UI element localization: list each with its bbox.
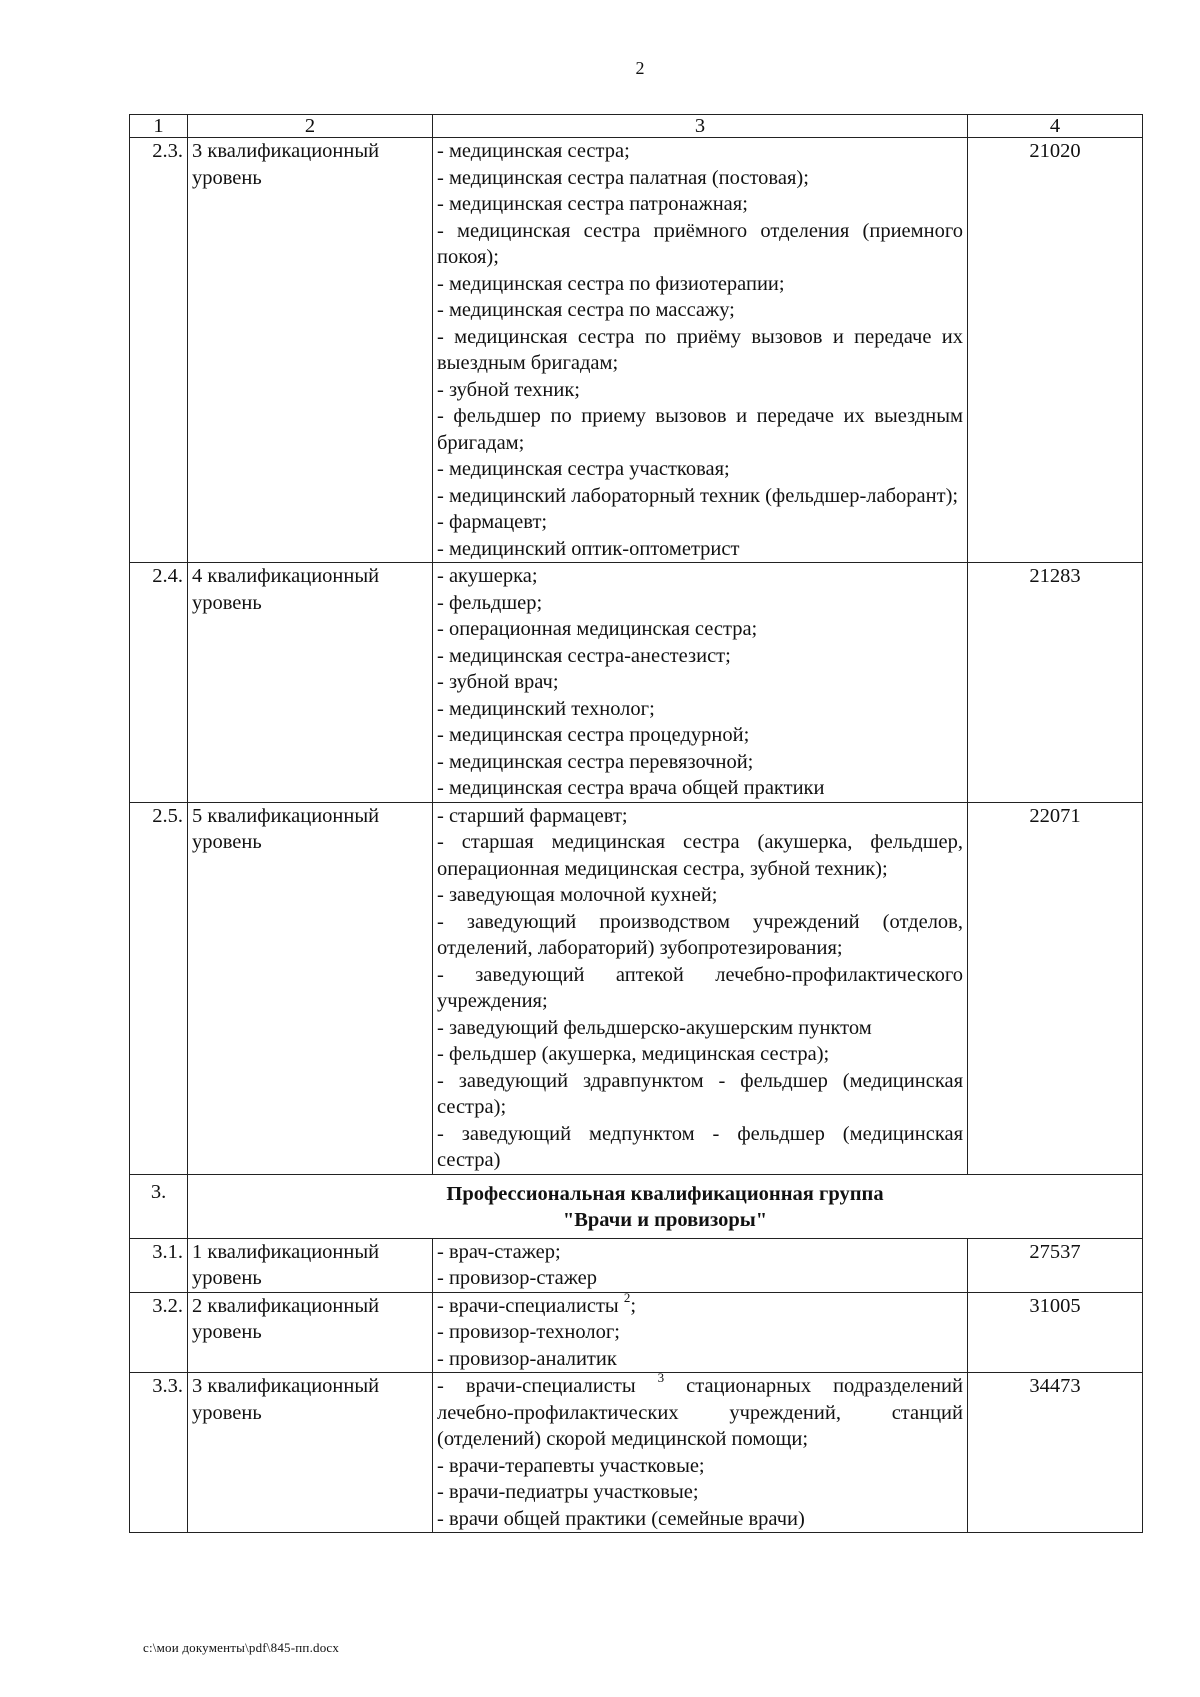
list-item: - медицинская сестра; bbox=[437, 140, 630, 162]
qualification-level: 2 квалификационный уровень bbox=[188, 1292, 433, 1373]
footer-file-path: c:\мои документы\pdf\845-пп.docx bbox=[143, 1640, 340, 1655]
header-cell-1: 1 bbox=[130, 115, 188, 138]
group-title bbox=[188, 1174, 1143, 1238]
list-item: - врачи-терапевты участковые; bbox=[437, 1454, 705, 1477]
header-cell-2: 2 bbox=[188, 115, 433, 138]
footnote-marker: 3 bbox=[657, 1370, 665, 1386]
list-item: - заведующий фельдшерско-акушерским пунктом bbox=[437, 1016, 872, 1039]
table-row bbox=[130, 563, 1143, 803]
list-item-tail: ; bbox=[630, 1294, 637, 1317]
list-item: - медицинская сестра патронажная; bbox=[437, 193, 748, 215]
list-item: - провизор-стажер bbox=[437, 1267, 598, 1289]
list-item: - заведующая молочной кухней; bbox=[437, 884, 718, 906]
group-title-line-2: "Врачи и провизоры" bbox=[562, 1209, 768, 1231]
page-number: 2 bbox=[635, 58, 645, 78]
row-number: 3.2. bbox=[130, 1292, 188, 1373]
list-item-text: - врачи-специалисты bbox=[437, 1294, 619, 1317]
positions-list bbox=[433, 1289, 968, 1373]
list-item: - заведующий производством учреждений (отделов, отделений, лабораторий) зубопротезирования; bbox=[437, 910, 963, 959]
list-item: - заведующий медпунктом - фельдшер (медицинская сестра) bbox=[437, 1122, 963, 1171]
positions-list bbox=[433, 138, 968, 563]
table-row bbox=[130, 802, 1143, 1174]
list-item: - провизор-аналитик bbox=[437, 1347, 617, 1370]
row-number: 3.3. bbox=[130, 1373, 188, 1533]
list-item-tail: стационарных подразделений лечебно-профилактических учреждений, станций (отделений) скорой медицинской помощи; bbox=[437, 1375, 963, 1450]
list-item: - медицинский оптик-оптометрист bbox=[437, 537, 740, 560]
salary-value: 34473 bbox=[968, 1373, 1143, 1533]
list-item bbox=[437, 1370, 963, 1453]
header-cell-3: 3 bbox=[433, 115, 968, 138]
list-item: - зубной врач; bbox=[437, 671, 559, 693]
positions-list bbox=[433, 1238, 968, 1292]
list-item: - фармацевт; bbox=[437, 511, 548, 533]
qualification-level: 5 квалификационный уровень bbox=[188, 802, 433, 1174]
list-item: - медицинская сестра процедурной; bbox=[437, 724, 750, 746]
salary-value: 21020 bbox=[968, 138, 1143, 563]
list-item: - заведующий здравпунктом - фельдшер (медицинская сестра); bbox=[437, 1069, 963, 1118]
positions-list bbox=[433, 802, 968, 1174]
list-item: - врачи общей практики (семейные врачи) bbox=[437, 1507, 805, 1530]
table-row bbox=[130, 1238, 1143, 1292]
table-row bbox=[130, 1292, 1143, 1373]
list-item: - медицинская сестра-анестезист; bbox=[437, 644, 731, 667]
header-cell-4: 4 bbox=[968, 115, 1143, 138]
list-item: - провизор-технолог; bbox=[437, 1321, 620, 1343]
list-item: - медицинская сестра врача общей практики bbox=[437, 777, 825, 799]
group-number: 3. bbox=[130, 1174, 188, 1238]
list-item: - медицинская сестра приёмного отделения (приемного покоя); bbox=[437, 219, 963, 268]
qualification-level: 4 квалификационный уровень bbox=[188, 563, 433, 803]
salary-value: 21283 bbox=[968, 563, 1143, 803]
list-item bbox=[437, 1289, 963, 1320]
positions-list bbox=[433, 1370, 968, 1533]
qualification-level: 3 квалификационный уровень bbox=[188, 1373, 433, 1533]
positions-list bbox=[433, 563, 968, 803]
group-title-line-1: Профессиональная квалификационная группа bbox=[446, 1182, 884, 1205]
list-item: - заведующий аптекой лечебно-профилактического учреждения; bbox=[437, 963, 963, 1012]
group-header-row bbox=[130, 1174, 1143, 1238]
list-item: - фельдшер; bbox=[437, 591, 543, 614]
row-number: 2.3. bbox=[130, 138, 188, 563]
list-item: - старшая медицинская сестра (акушерка, фельдшер, операционная медицинская сестра, зубной техник); bbox=[437, 831, 963, 880]
list-item: - медицинская сестра по физиотерапии; bbox=[437, 272, 785, 295]
list-item: - зубной техник; bbox=[437, 378, 580, 401]
list-item: - медицинская сестра участковая; bbox=[437, 458, 730, 480]
list-item: - медицинский лабораторный техник (фельдшер-лаборант); bbox=[437, 484, 959, 507]
qualification-level: 1 квалификационный уровень bbox=[188, 1238, 433, 1292]
salary-value: 31005 bbox=[968, 1292, 1143, 1373]
list-item: - медицинская сестра по приёму вызовов и передаче их выездным бригадам; bbox=[437, 325, 963, 374]
salary-value: 27537 bbox=[968, 1238, 1143, 1292]
list-item: - операционная медицинская сестра; bbox=[437, 618, 758, 640]
list-item: - фельдшер (акушерка, медицинская сестра); bbox=[437, 1043, 830, 1065]
table-row bbox=[130, 1373, 1143, 1533]
list-item: - медицинская сестра перевязочной; bbox=[437, 750, 754, 773]
list-item-text: - врачи-специалисты bbox=[437, 1375, 636, 1397]
footnote-marker: 2 bbox=[623, 1289, 631, 1305]
row-number: 2.4. bbox=[130, 563, 188, 803]
qualification-level: 3 квалификационный уровень bbox=[188, 138, 433, 563]
list-item: - фельдшер по приему вызовов и передаче их выездным бригадам; bbox=[437, 405, 963, 454]
table-row bbox=[130, 138, 1143, 563]
row-number: 2.5. bbox=[130, 802, 188, 1174]
table-header-row bbox=[130, 115, 1143, 138]
list-item: - врачи-педиатры участковые; bbox=[437, 1481, 699, 1503]
list-item: - врач-стажер; bbox=[437, 1240, 561, 1263]
list-item: - старший фармацевт; bbox=[437, 804, 628, 827]
row-number: 3.1. bbox=[130, 1238, 188, 1292]
list-item: - медицинский технолог; bbox=[437, 697, 655, 720]
salary-table bbox=[129, 114, 1143, 1533]
salary-value: 22071 bbox=[968, 802, 1143, 1174]
list-item: - медицинская сестра палатная (постовая); bbox=[437, 166, 809, 189]
list-item: - медицинская сестра по массажу; bbox=[437, 299, 735, 321]
list-item: - акушерка; bbox=[437, 565, 538, 587]
